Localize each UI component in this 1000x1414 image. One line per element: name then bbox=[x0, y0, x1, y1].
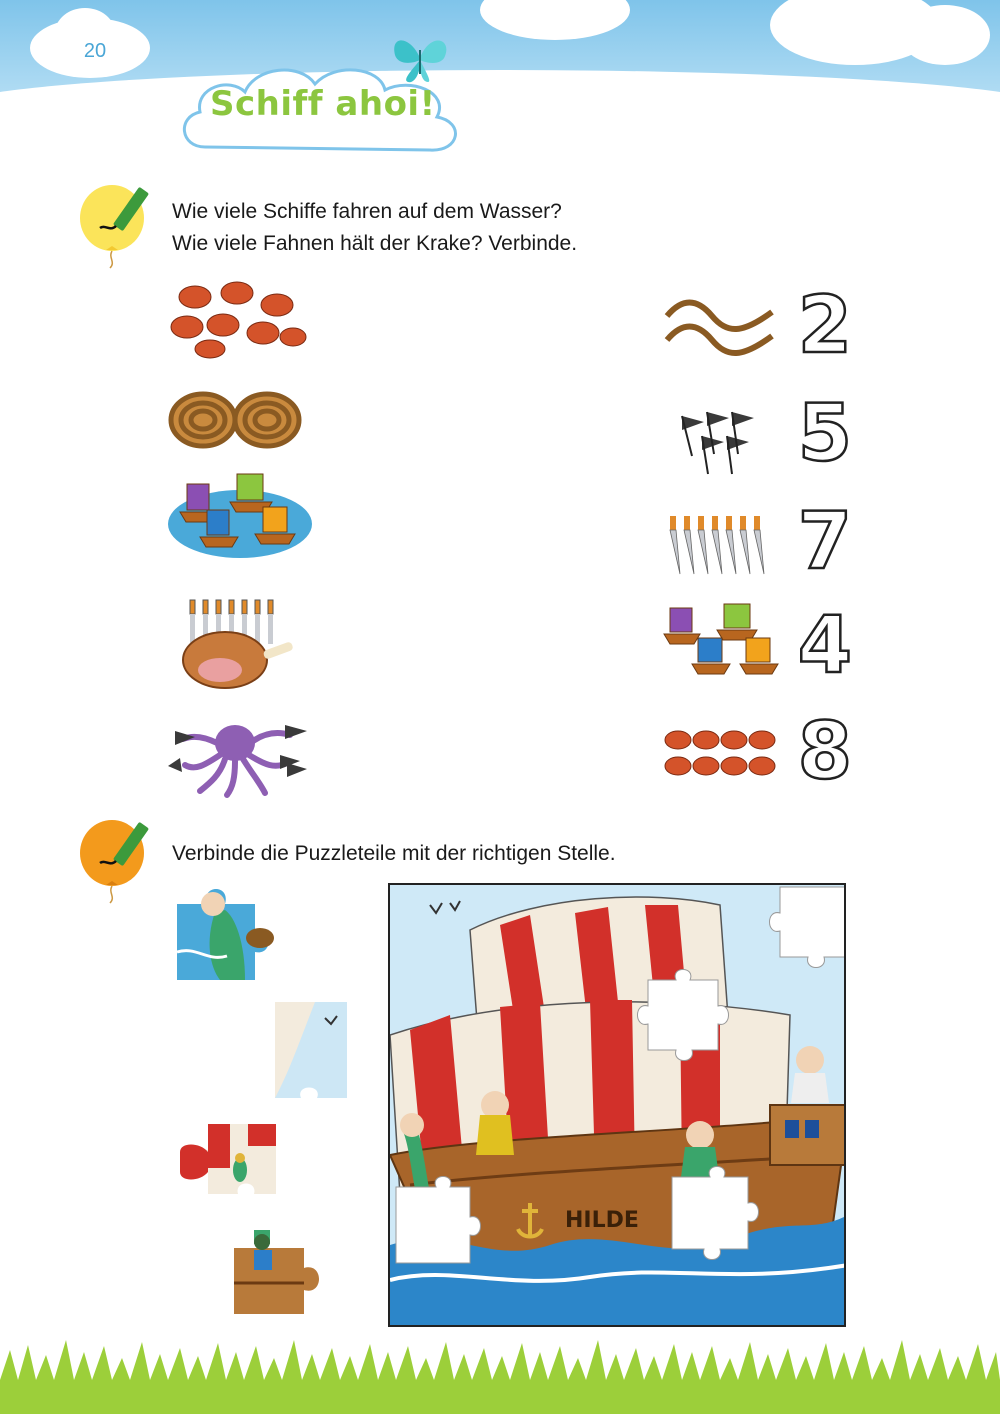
four-ships-icon bbox=[662, 602, 787, 682]
sky-sail-piece[interactable] bbox=[270, 1000, 350, 1100]
exercise1-instruction bbox=[172, 196, 577, 260]
crabs-icon bbox=[165, 275, 315, 360]
ropes-icon bbox=[165, 385, 315, 455]
pirate-deck-piece[interactable] bbox=[232, 1228, 330, 1316]
numeral-4: 4 bbox=[797, 601, 852, 691]
option-5[interactable] bbox=[662, 389, 852, 479]
pirate-ship-illustration bbox=[390, 885, 846, 1327]
option-2[interactable] bbox=[662, 281, 852, 371]
exercise2-instruction: Verbinde die Puzzleteile mit der richtigen Stelle. bbox=[172, 842, 616, 865]
pirate-ship-picture[interactable] bbox=[388, 883, 846, 1327]
parrot-sail-piece[interactable] bbox=[178, 1122, 278, 1197]
five-flags-icon bbox=[662, 406, 777, 476]
numeral-5: 5 bbox=[797, 389, 852, 479]
orange-balloon-pencil-icon bbox=[70, 815, 165, 905]
numeral-7: 7 bbox=[797, 497, 852, 587]
ships-on-water-icon bbox=[165, 462, 315, 562]
eight-crabs-icon bbox=[662, 724, 787, 784]
knives-in-roast-icon bbox=[165, 598, 315, 693]
butterfly-icon bbox=[390, 30, 450, 85]
option-7[interactable] bbox=[662, 497, 852, 587]
option-8[interactable] bbox=[662, 707, 852, 797]
option-4[interactable] bbox=[662, 601, 852, 691]
seven-knives-icon bbox=[662, 514, 777, 579]
yellow-balloon-pencil-icon bbox=[70, 180, 165, 270]
numeral-2: 2 bbox=[797, 281, 852, 371]
sky-curve bbox=[0, 70, 1000, 190]
two-ropes-icon bbox=[662, 298, 777, 358]
ship-name: HILDE bbox=[565, 1208, 639, 1233]
page-number: 20 bbox=[83, 40, 107, 62]
numeral-8: 8 bbox=[797, 707, 852, 797]
octopus-with-flags-icon bbox=[165, 713, 315, 798]
cloud-right-puff bbox=[900, 5, 990, 65]
grass-border bbox=[0, 1340, 1000, 1414]
mermaid-piece[interactable] bbox=[175, 882, 280, 982]
instruction-line1: Wie viele Schiffe fahren auf dem Wasser? bbox=[172, 200, 562, 223]
instruction-line2: Wie viele Fahnen hält der Krake? Verbinde. bbox=[172, 232, 578, 255]
page-title: Schiff ahoi! bbox=[210, 84, 436, 124]
